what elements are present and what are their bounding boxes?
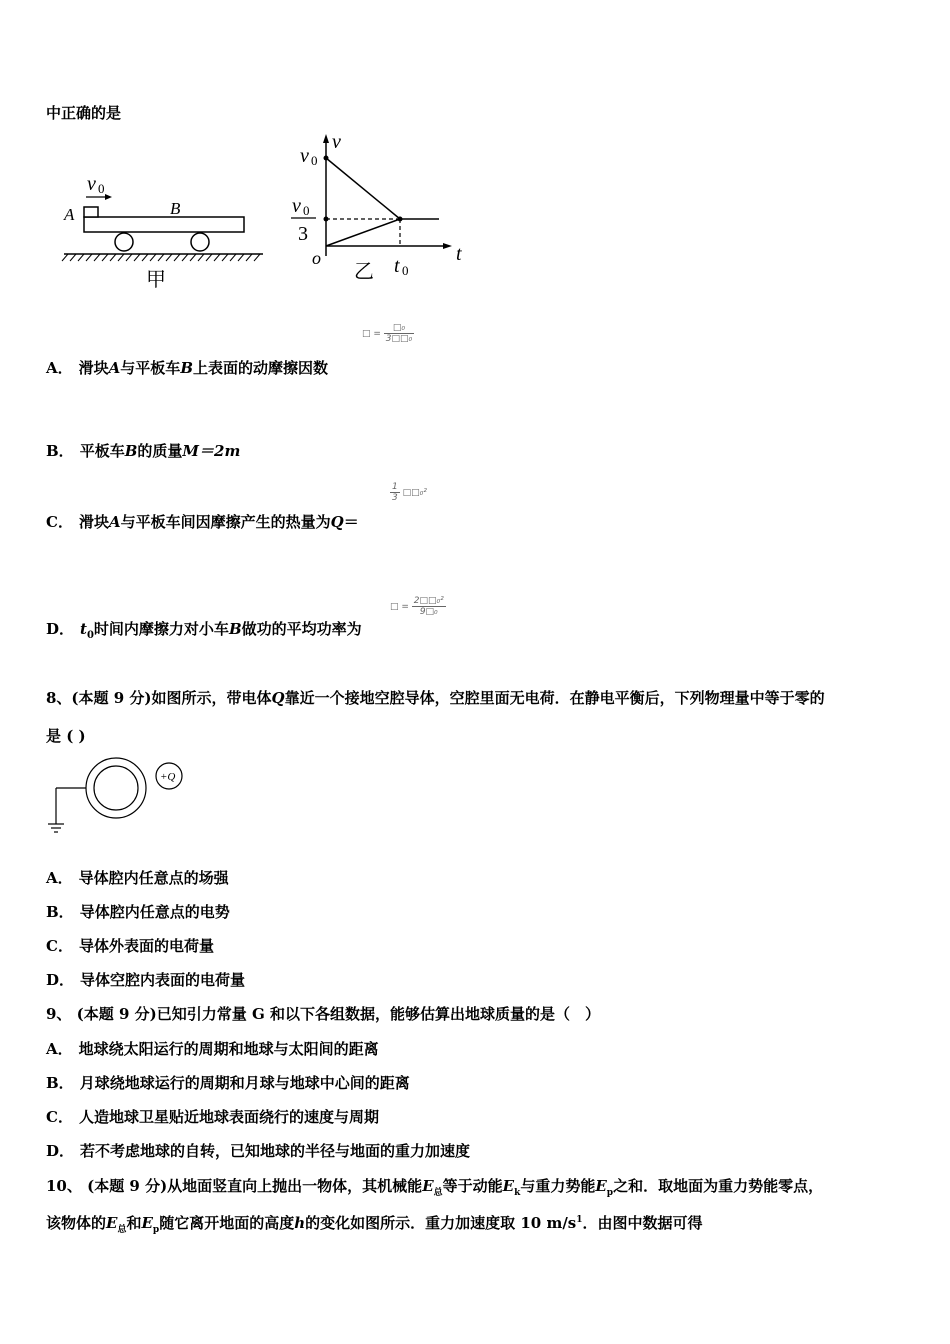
- label-v-axis: v: [332, 131, 341, 153]
- cart-caption: 甲: [146, 269, 166, 291]
- label-t-axis: t: [456, 243, 462, 265]
- cart-board: [84, 217, 244, 232]
- label-t0: t: [394, 255, 400, 277]
- label-origin: o: [312, 248, 321, 268]
- label-v0: v: [87, 173, 96, 195]
- q8-option-a[interactable]: A． 导体腔内任意点的场强: [46, 869, 229, 887]
- q7-option-b[interactable]: B． 平板车B的质量M＝2m: [46, 442, 241, 460]
- q8-option-d[interactable]: D． 导体空腔内表面的电荷量: [46, 971, 246, 989]
- cart-figure: [58, 168, 268, 296]
- q9-option-a[interactable]: A． 地球绕太阳运行的周期和地球与太阳间的距离: [46, 1040, 379, 1058]
- y-axis-arrow: [323, 134, 329, 143]
- intro-text: 中正确的是: [46, 104, 122, 122]
- charge-q-label: +Q: [160, 771, 176, 783]
- label-frac-den: 3: [298, 223, 308, 245]
- q10-stem-line2: 该物体的$E_总$和$E_p$随它离开地面的高度h的变化如图所示．重力加速度取 10 $m/s^1$．由图中数据可得: [46, 1214, 703, 1235]
- cart-wheel-right: [191, 233, 209, 251]
- q8-stem-line2: 是 ( ): [46, 727, 86, 745]
- q10-stem-line1: 10、 (本题 9 分)从地面竖直向上抛出一物体，其机械能$E_总$等于动能$E_k$与重力势能$E_p$之和．取地面为重力势能零点，: [46, 1177, 824, 1198]
- label-frac-num: v: [292, 195, 301, 217]
- label-v0-axis-sub: 0: [311, 153, 318, 168]
- label-B: B: [170, 199, 181, 218]
- curve-cart: [326, 219, 400, 246]
- formula-a: □ = $\frac{\text{□₀}}{\text{3□□₀}}$: [362, 323, 413, 344]
- label-frac-num-sub: 0: [303, 203, 310, 218]
- q7-option-c[interactable]: C． 滑块A与平板车间因摩擦产生的热量为Q＝: [46, 513, 359, 531]
- point-v0-3: [324, 217, 329, 222]
- point-v0: [324, 156, 329, 161]
- graph-caption: 乙: [354, 261, 374, 283]
- q9-stem: 9、 (本题 9 分)已知引力常量 G 和以下各组数据，能够估算出地球质量的是（ ）: [46, 1005, 600, 1023]
- point-meet: [398, 217, 403, 222]
- label-v0-sub: 0: [98, 181, 105, 196]
- q9-option-d[interactable]: D． 若不考虑地球的自转，已知地球的半径与地面的重力加速度: [46, 1142, 471, 1160]
- slider-block: [84, 207, 98, 217]
- q7-option-a[interactable]: A． 滑块A与平板车B上表面的动摩擦因数: [46, 359, 329, 377]
- label-A: A: [64, 205, 75, 224]
- formula-d: □ = $\frac{\text{2□□₀²}}{\text{9□₀}}$: [390, 596, 444, 617]
- q9-option-b[interactable]: B． 月球绕地球运行的周期和月球与地球中心间的距离: [46, 1074, 410, 1092]
- cart-wheel-left: [115, 233, 133, 251]
- curve-slider: [326, 158, 400, 219]
- formula-c: $\frac{1}{3}$ □□₀²: [392, 482, 427, 503]
- velocity-arrow-head: [105, 194, 112, 200]
- q8-option-c[interactable]: C． 导体外表面的电荷量: [46, 937, 214, 955]
- ground-hatching: [62, 254, 260, 261]
- x-axis-arrow: [443, 243, 452, 249]
- q8-option-b[interactable]: B． 导体腔内任意点的电势: [46, 903, 230, 921]
- label-t0-sub: 0: [402, 263, 409, 278]
- conductor-figure: [44, 756, 190, 838]
- q9-option-c[interactable]: C． 人造地球卫星贴近地球表面绕行的速度与周期: [46, 1108, 379, 1126]
- label-v0-axis: v: [300, 145, 309, 167]
- q7-option-d[interactable]: D． $t_0$时间内摩擦力对小车B做功的平均功率为: [46, 620, 362, 641]
- vt-graph: [286, 128, 476, 290]
- q8-stem-line1: 8、(本题 9 分)如图所示，带电体Q靠近一个接地空腔导体，空腔里面无电荷．在静电平衡后，下列物理量中等于零的: [46, 689, 825, 707]
- conductor-cavity: [94, 766, 138, 810]
